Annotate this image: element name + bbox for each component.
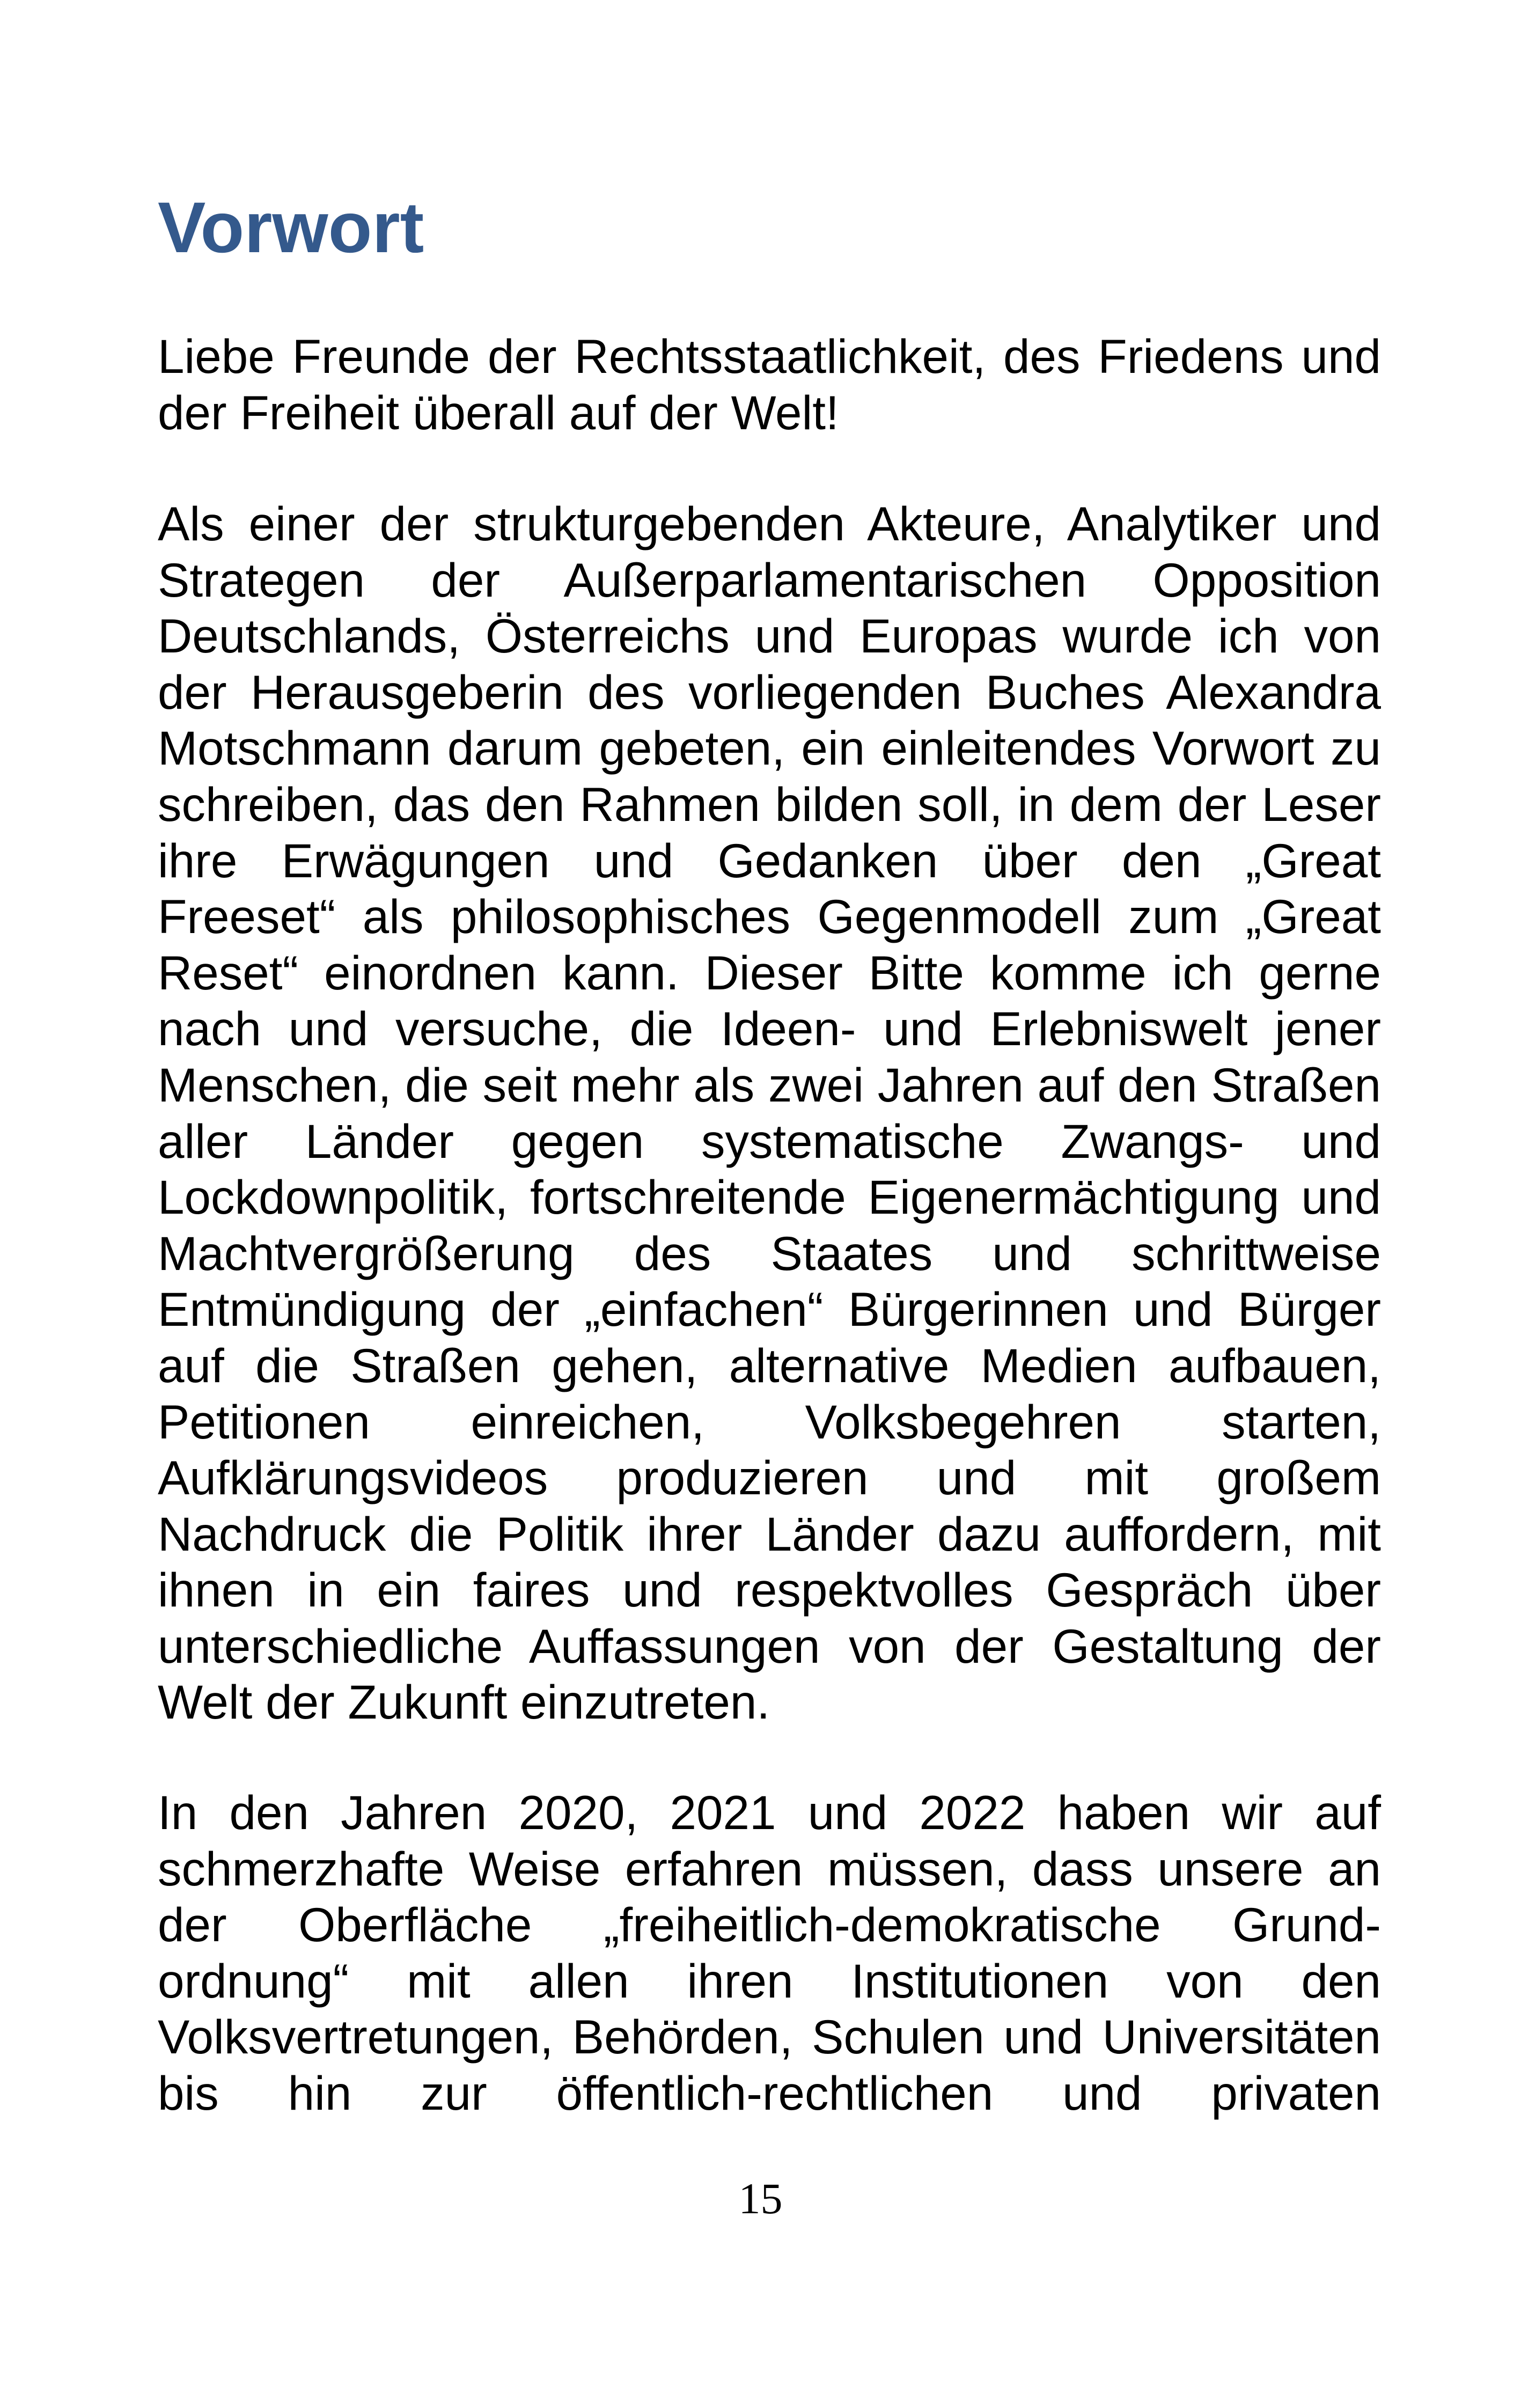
paragraph-1 [158,328,1381,441]
text-line: der Oberfläche „freiheitlich-demokratische Grund- [158,1898,1381,1952]
text-line: Aufklärungsvideos produzieren und mit großem [158,1451,1381,1505]
text-line: auf die Straßen gehen, alternative Medien aufbauen, [158,1338,1381,1392]
text-line: In den Jahren 2020, 2021 und 2022 haben wir auf [158,1786,1381,1839]
text-line: Nachdruck die Politik ihrer Länder dazu auffordern, mit [158,1507,1381,1561]
text-line: ihre Erwägungen und Gedanken über den „Great [158,833,1381,887]
text-line: Lockdownpolitik, fortschreitende Eigenermächtigung und [158,1170,1381,1224]
page-number: 15 [738,2174,783,2223]
text-line: Als einer der strukturgebenden Akteure, Analytiker und [158,497,1381,550]
text-line: Volksvertretungen, Behörden, Schulen und Universitäten [158,2010,1381,2064]
paragraph-3 [158,1785,1381,2121]
text-line: der Freiheit überall auf der Welt! [158,385,839,439]
text-line: Freeset“ als philosophisches Gegenmodell zum „Great [158,890,1381,944]
text-line: ihnen in ein faires und respektvolles Gespräch über [158,1563,1381,1617]
text-line: Motschmann darum gebeten, ein einleitendes Vorwort zu [158,721,1381,775]
text-line: bis hin zur öffentlich-rechtlichen und privaten [158,2066,1381,2120]
text-line: ordnung“ mit allen ihren Institutionen von den [158,1954,1381,2008]
paragraph-greeting [158,328,1381,441]
text-line: Entmündigung der „einfachen“ Bürgerinnen und Bürger [158,1282,1381,1337]
paragraph-years [158,1785,1381,2121]
text-line: schmerzhafte Weise erfahren müssen, dass unsere an [158,1841,1381,1896]
chapter-heading: Vorwort [158,188,424,268]
text-line: Petitionen einreichen, Volksbegehren starten, [158,1394,1381,1449]
text-line: aller Länder gegen systematische Zwangs- und [158,1114,1381,1168]
paragraph-intro [158,496,1381,1730]
text-line: Deutschlands, Österreichs und Europas wurde ich von [158,609,1381,663]
text-line: schreiben, das den Rahmen bilden soll, in dem der Leser [158,777,1381,831]
text-line: Strategen der Außerparlamentarischen Opposition [158,553,1381,607]
text-line: nach und versuche, die Ideen- und Erlebniswelt jener [158,1002,1381,1056]
text-line: Menschen, die seit mehr als zwei Jahren auf den Straßen [158,1058,1381,1112]
text-line: Reset“ einordnen kann. Dieser Bitte komme ich gerne [158,945,1381,1000]
text-line: Machtvergrößerung des Staates und schrittweise [158,1226,1381,1280]
text-line: der Herausgeberin des vorliegenden Buches Alexandra [158,665,1381,719]
paragraph-2 [158,496,1381,1730]
text-line: Welt der Zukunft einzutreten. [158,1675,770,1729]
text-line: unterschiedliche Auffassungen von der Gestaltung der [158,1619,1381,1673]
text-line: Liebe Freunde der Rechtsstaatlichkeit, des Friedens und [158,329,1381,383]
